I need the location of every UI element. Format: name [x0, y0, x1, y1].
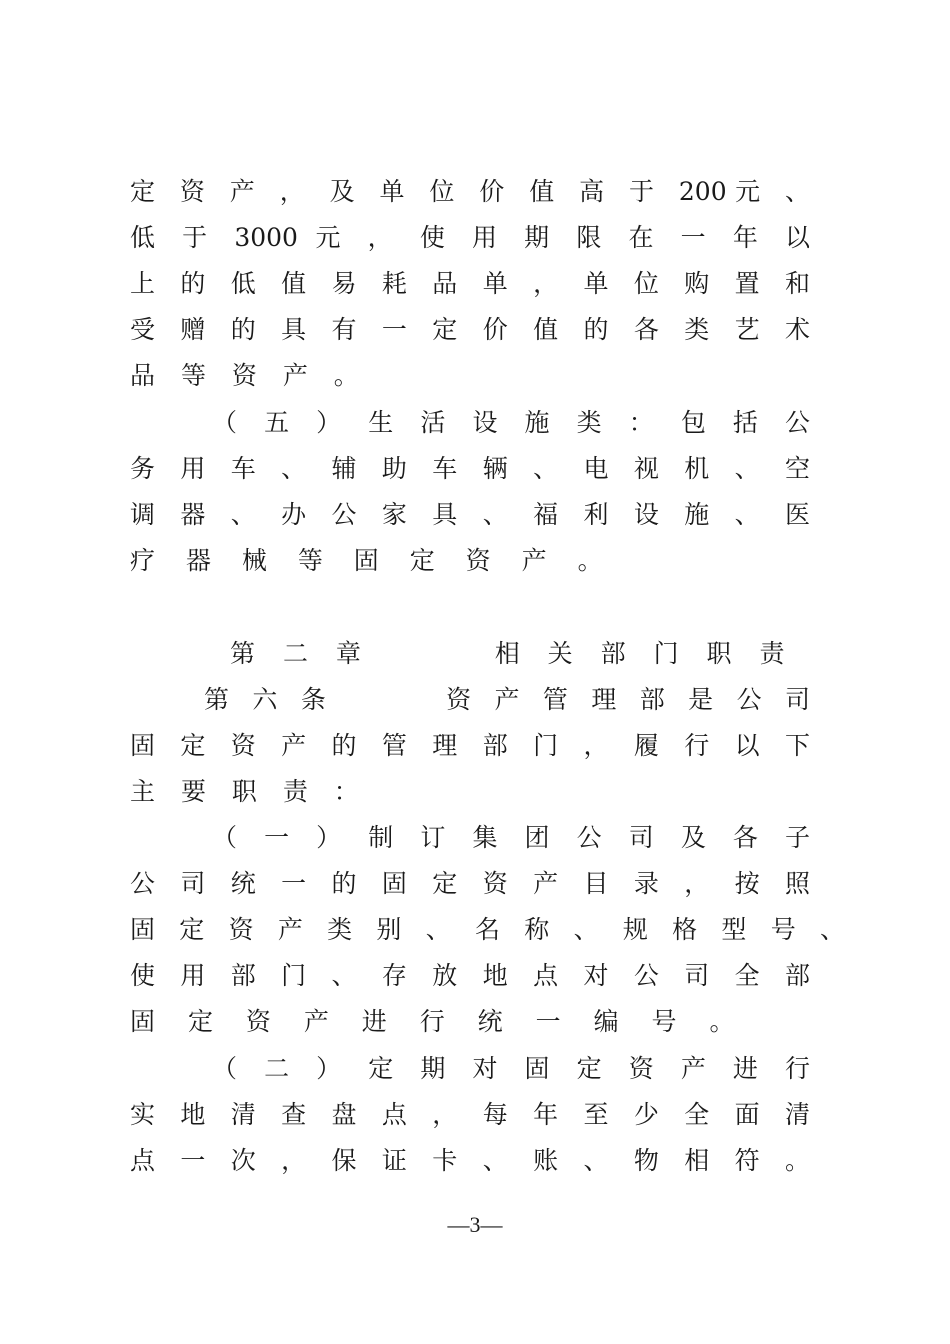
body-line: 调 器 、 办 公 家 具 、 福 利 设 施 、 医 [130, 500, 810, 529]
body-line: 受 赠 的 具 有 一 定 价 值 的 各 类 艺 术 [130, 315, 810, 344]
body-line: 疗 器 械 等 固 定 资 产 。 [130, 546, 603, 575]
body-line: 公 司 统 一 的 固 定 资 产 目 录 ， 按 照 [130, 869, 810, 898]
body-line: 低 于 3000 元 ， 使 用 期 限 在 一 年 以 [130, 223, 810, 252]
body-line: 务 用 车 、 辅 助 车 辆 、 电 视 机 、 空 [130, 454, 810, 483]
body-line: 固 定 资 产 类 别 、 名 称 、 规 格 型 号 、 [130, 915, 845, 944]
body-line: 固 定 资 产 的 管 理 部 门 ， 履 行 以 下 [130, 731, 810, 760]
body-line: 使 用 部 门 、 存 放 地 点 对 公 司 全 部 [130, 961, 810, 990]
chapter-heading: 第 二 章 相 关 部 门 职 责 [230, 639, 785, 668]
body-line: 固 定 资 产 进 行 统 一 编 号 。 [130, 1007, 735, 1036]
body-line: 定 资 产 ， 及 单 位 价 值 高 于 200元 、 [130, 177, 810, 206]
body-line: 点 一 次 ， 保 证 卡 、 账 、 物 相 符 。 [130, 1146, 810, 1175]
section-heading-line: （ 五 ） 生 活 设 施 类 ： 包 括 公 [212, 408, 810, 437]
article-title-line: 第 六 条 资 产 管 理 部 是 公 司 [204, 685, 810, 714]
page-number: —3— [447, 1212, 503, 1237]
body-line: 实 地 清 查 盘 点 ， 每 年 至 少 全 面 清 [130, 1100, 810, 1129]
body-line: 主 要 职 责 ： [130, 777, 359, 806]
body-line: 上 的 低 值 易 耗 品 单 ， 单 位 购 置 和 [130, 269, 810, 298]
item-heading-line: （ 二 ） 定 期 对 固 定 资 产 进 行 [212, 1054, 810, 1083]
item-heading-line: （ 一 ） 制 订 集 团 公 司 及 各 子 [212, 823, 810, 852]
body-line: 品 等 资 产 。 [130, 361, 359, 390]
